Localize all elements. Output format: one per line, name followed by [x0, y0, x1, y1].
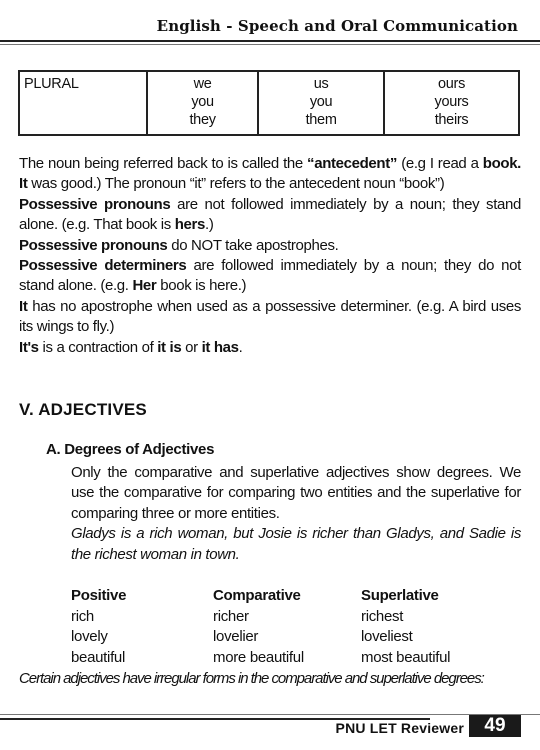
pronoun: you [309, 94, 333, 110]
table-cell: richer [213, 607, 249, 625]
pronoun: they [189, 112, 216, 128]
column-header: Superlative [361, 587, 439, 604]
subsection-heading: A. Degrees of Adjectives [46, 441, 215, 458]
term-antecedent: “antecedent” [307, 155, 398, 172]
table-cell: lovelier [213, 628, 259, 645]
table-cell-subject [147, 71, 258, 135]
emphasis: hers [174, 216, 206, 234]
table-cell: rich [71, 607, 94, 625]
text: or [181, 338, 202, 356]
table-cell-object [258, 71, 384, 135]
pronoun: we [193, 76, 212, 92]
footer-label: PNU LET Reviewer [335, 720, 464, 736]
term: Possessive determiners [19, 257, 187, 275]
running-head: English - Speech and Oral Communication [156, 17, 518, 35]
pronoun: them [305, 112, 337, 128]
text: has no apostrophe when used as a possessive determiner. (e.g. A bird uses its wings to fly.) [19, 297, 521, 336]
pronoun: us [313, 76, 329, 92]
pronoun: yours [434, 94, 469, 110]
intro-paragraph: Only the comparative and superlative adjectives show degrees. We use the comparative for comparing two entities and the superlative for comparing three or more entities. [71, 464, 521, 522]
pronoun: ours [438, 76, 466, 92]
emphasis: It [19, 175, 28, 193]
text: The noun being referred back to is called the [19, 155, 308, 172]
table-cell: loveliest [361, 628, 413, 645]
pronoun: you [191, 94, 214, 110]
degrees-header-row [71, 587, 491, 608]
table-cell: more beautiful [213, 648, 304, 666]
emphasis: it is [157, 338, 182, 356]
header-rule-thin [0, 44, 540, 45]
table-label-cell: PLURAL [19, 71, 147, 135]
table-row [19, 71, 519, 135]
text: (e.g I read a [397, 155, 483, 172]
header-rule [0, 40, 540, 42]
table-cell: most beautiful [361, 648, 451, 666]
pronoun: theirs [434, 112, 469, 128]
table-row [71, 628, 491, 649]
emphasis: it has [201, 338, 239, 356]
paragraph-apostrophes [19, 236, 521, 256]
degrees-table [71, 587, 491, 669]
column-header: Positive [71, 587, 127, 604]
term: Possessive pronouns [19, 195, 171, 213]
table-cell-possessive [384, 71, 519, 135]
subsection-body [71, 463, 521, 565]
example-sentence: Gladys is a rich woman, but Josie is richer than Gladys, and Sadie is the richest woman in town. [71, 525, 521, 563]
paragraph-it [19, 297, 521, 338]
page-number: 49 [469, 715, 521, 737]
body-text [19, 154, 521, 358]
table-row [71, 649, 491, 670]
paragraph-possessive-determiners [19, 256, 521, 297]
pronoun-table [18, 70, 520, 136]
closing-line: Certain adjectives have irregular forms in the comparative and superlative degrees: [19, 670, 484, 687]
text: . [238, 338, 243, 356]
paragraph-its [19, 338, 521, 358]
section-heading: V. ADJECTIVES [19, 400, 147, 419]
text: was good.) The pronoun “it” refers to the antecedent noun “book”) [27, 175, 445, 193]
text: is a contraction of [38, 338, 158, 356]
text: are not followed immediately by a noun; they stand alone. (e.g. That book is [19, 195, 521, 234]
table-cell: lovely [71, 628, 108, 645]
text: book is here.) [156, 277, 247, 295]
table-row [71, 608, 491, 629]
emphasis: Her [132, 277, 157, 295]
term: It's [19, 338, 39, 356]
column-header: Comparative [213, 587, 301, 604]
text: do NOT take apostrophes. [167, 236, 339, 254]
table-cell: richest [361, 607, 404, 625]
paragraph-antecedent [19, 154, 521, 195]
table-cell: beautiful [71, 648, 126, 666]
text: .) [205, 216, 214, 234]
footer-rule-thin [0, 714, 540, 715]
term: Possessive pronouns [19, 236, 168, 254]
paragraph-possessive-pronouns [19, 195, 521, 236]
emphasis: book. [482, 155, 521, 172]
term: It [19, 297, 28, 315]
text: are followed immediately by a noun; they do not stand alone. (e.g. [19, 257, 521, 295]
